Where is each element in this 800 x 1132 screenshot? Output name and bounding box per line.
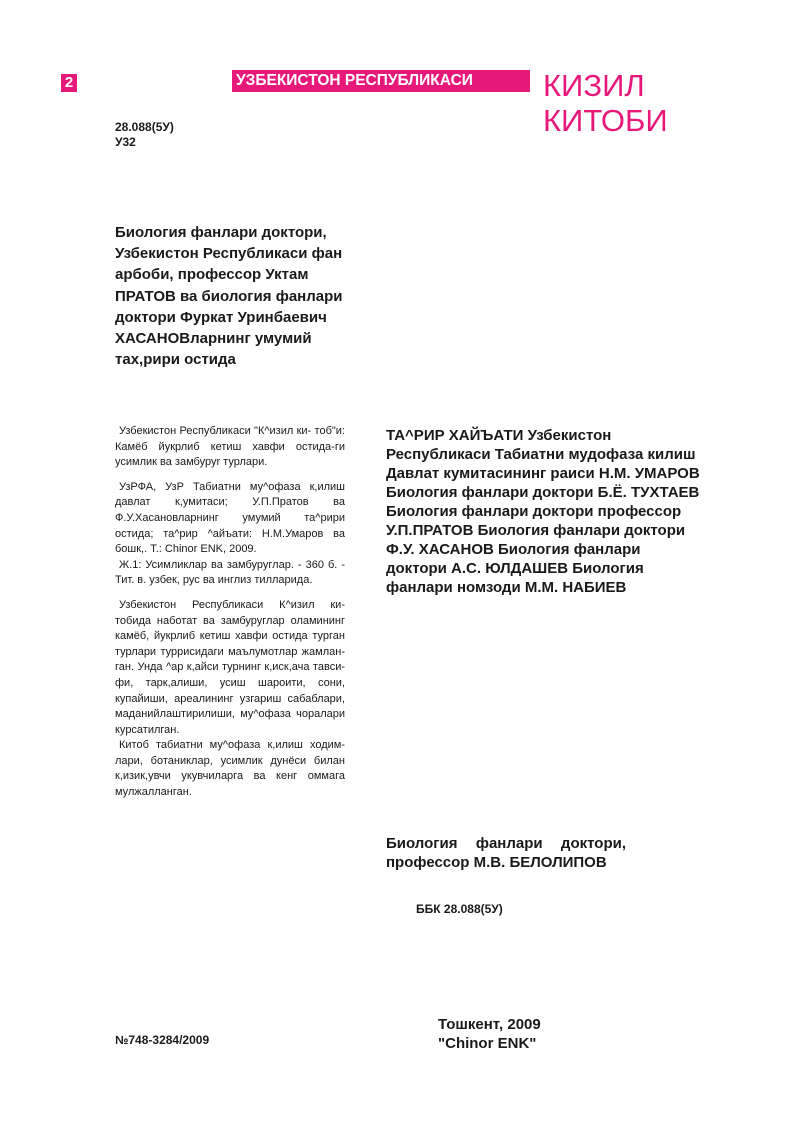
publisher-name: "Chinor ENK" — [438, 1035, 537, 1052]
udk-classification — [115, 120, 174, 150]
annotation-paragraph-4: Узбекистон Республикаси К^изил ки- тобида наботат ва замбуруглар оламининг камёб, йукрлиб кетиш хавфи остида турган турлари туррисидаги маълумотлар жамлан- ган. Унда ^ар к,айси турнинг к,иск,ача тавси- фи, тарк,алиши, усиш шароити, сони, купайиши, ареалининг узгариш сабаблари, маданийлаштирилиши, му^офаза чоралари курсатилган. — [115, 598, 345, 736]
reviewer: Биология фанлари доктори, профессор М.В. БЕЛОЛИПОВ — [386, 835, 626, 871]
publisher-imprint — [438, 1015, 541, 1053]
annotation-paragraph-2: УзРФА, УзР Табиатни му^офаза к,илиш давлат к,умитаси; У.П.Пратов ва Ф.У.Хасановларнинг умумий та^рири остида; та^рир ^айъати: Н.М.Умаров ва бошк,. Т.: Chinor ENK, 2009. — [115, 480, 345, 556]
editorial-board: ТА^РИР ХАЙЪАТИ Узбекистон Республикаси Табиатни мудофаза килиш Давлат кумитасининг раиси Н.М. УМАРОВ Биология фанлари доктори Б.Ё. ТУХТАЕВ Биология фанлари доктори профессор У.П.ПРАТОВ Биология фанлари доктори Ф.У. ХАСАНОВ Биология фанлари доктори А.С. ЮЛДАШЕВ Биология фанлари номзоди М.М. НАБИЕВ — [386, 427, 700, 596]
publisher-city-year: Тошкент, 2009 — [438, 1016, 541, 1033]
book-title — [543, 68, 668, 138]
annotation-paragraph-5: Китоб табиатни му^офаза к,илиш ходим- лари, ботаниклар, усимлик дунёси билан к,изик,увчи укувчиларга ва кенг оммага мулжалланган. — [115, 739, 345, 799]
annotation-paragraph-3: Ж.1: Усимликлар ва замбуруглар. - 360 б. - Тит. в. узбек, рус ва инглиз тилларида. — [115, 558, 345, 587]
republic-header-band: УЗБЕКИСТОН РЕСПУБЛИКАСИ — [232, 70, 530, 92]
bbk-code: ББК 28.088(5У) — [416, 902, 503, 916]
book-title-line-1: КИЗИЛ — [543, 68, 645, 103]
book-title-line-2: КИТОБИ — [543, 103, 668, 138]
annotation-paragraph-1: Узбекистон Республикаси "К^изил ки- тоб"и: Камёб йукрлиб кетиш хавфи остида-ги усимлик ва замбуруr турлари. — [115, 425, 345, 469]
udk-code: 28.088(5У) — [115, 120, 174, 134]
annotation-block — [115, 424, 345, 801]
authors-block: Биология фанлари доктори, Узбекистон Республикаси фан арбоби, профессор Уктам ПРАТОВ ва биология фанлари доктори Фуркат Уринбаевич ХАСАНОВларнинг умумий тах,рири остида — [115, 224, 343, 369]
author-mark: У32 — [115, 135, 136, 149]
page-number: 2 — [61, 74, 77, 92]
order-number: №748-3284/2009 — [115, 1033, 210, 1047]
